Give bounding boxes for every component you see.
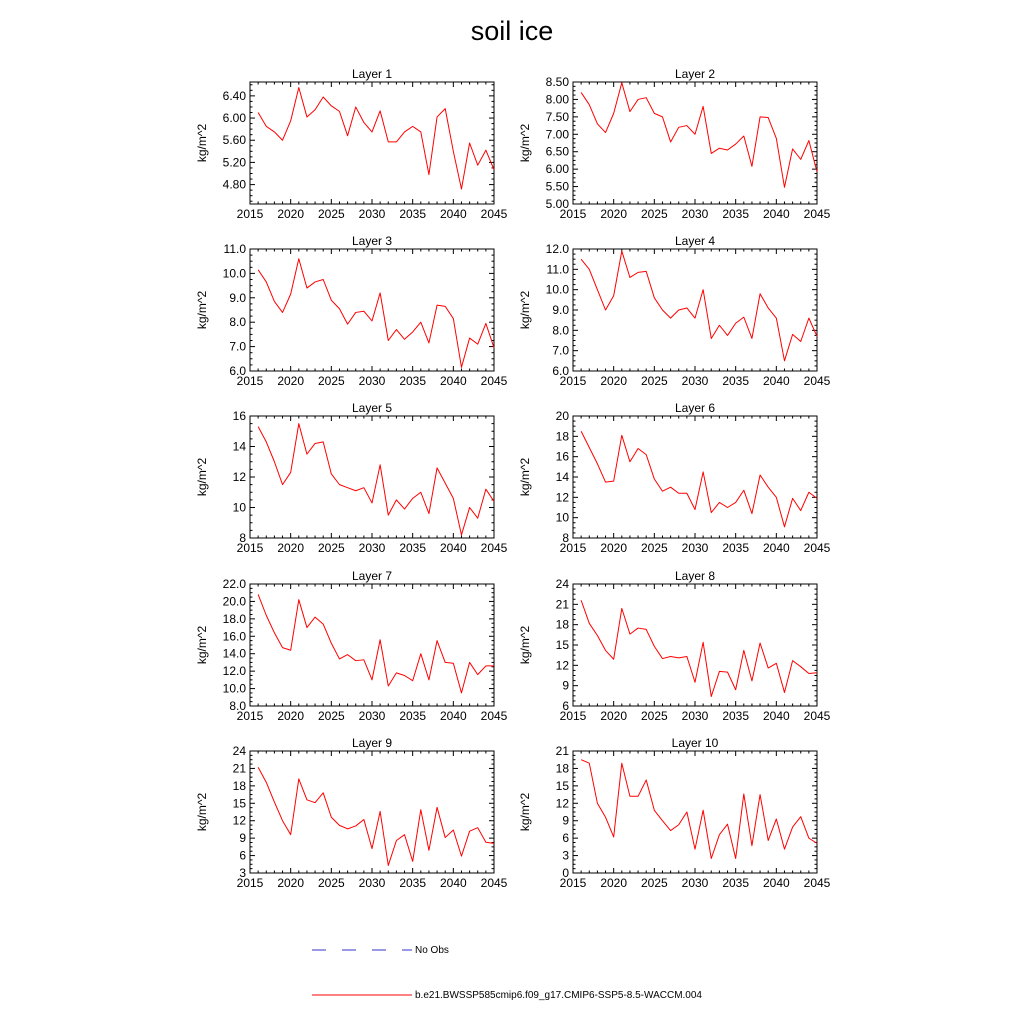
y-tick-label: 11.0	[223, 242, 246, 256]
x-tick-label: 2020	[600, 709, 628, 723]
y-tick-label: 24	[555, 577, 569, 591]
plot-frame	[250, 584, 494, 706]
panel-title: Layer 4	[674, 234, 716, 248]
chart-panel-1	[195, 67, 508, 221]
y-axis-label: kg/m^2	[518, 290, 532, 330]
x-tick-label: 2015	[559, 876, 587, 890]
x-tick-label: 2020	[277, 709, 305, 723]
y-tick-label: 6.40	[222, 88, 246, 103]
panel-title: Layer 5	[351, 401, 393, 415]
x-tick-label: 2015	[236, 207, 264, 221]
y-tick-label: 10	[232, 500, 246, 515]
x-tick-label: 2045	[803, 541, 831, 555]
x-tick-label: 2015	[236, 374, 264, 388]
x-tick-label: 2015	[559, 541, 587, 555]
plot-frame	[573, 751, 817, 873]
x-tick-label: 2030	[681, 541, 709, 555]
x-tick-label: 2035	[722, 374, 750, 388]
x-tick-label: 2040	[762, 876, 790, 890]
x-tick-label: 2040	[439, 374, 467, 388]
x-tick-label: 2040	[439, 541, 467, 555]
x-tick-label: 2015	[236, 709, 264, 723]
y-tick-label: 12	[232, 470, 246, 484]
y-tick-label: 15	[232, 796, 246, 811]
y-tick-label: 6	[562, 699, 569, 713]
y-tick-label: 0	[562, 866, 569, 880]
x-tick-label: 2035	[399, 709, 427, 723]
y-tick-label: 12	[555, 796, 569, 811]
x-tick-label: 2040	[762, 374, 790, 388]
y-axis-label: kg/m^2	[195, 123, 209, 163]
legend-model-label: b.e21.BWSSP585cmip6.f09_g17.CMIP6-SSP5-8.5-WACCM.004	[415, 990, 702, 1001]
y-tick-label: 6.0	[229, 364, 246, 378]
chart-panel-9	[195, 736, 508, 890]
x-tick-label: 2015	[236, 876, 264, 890]
x-tick-label: 2040	[762, 541, 790, 555]
panel-title: Layer 7	[351, 569, 393, 583]
x-tick-label: 2045	[480, 374, 508, 388]
y-tick-label: 10.0	[222, 681, 246, 696]
x-tick-label: 2015	[559, 709, 587, 723]
y-tick-label: 8.00	[545, 92, 569, 107]
series-line-model	[581, 600, 817, 696]
y-tick-label: 7.00	[545, 127, 569, 142]
y-tick-label: 6	[239, 848, 246, 863]
y-tick-label: 3	[239, 866, 246, 880]
x-tick-label: 2015	[559, 207, 587, 221]
y-tick-label: 11.0	[546, 262, 569, 277]
y-tick-label: 6	[562, 831, 569, 846]
x-tick-label: 2030	[681, 374, 709, 388]
x-tick-label: 2035	[722, 541, 750, 555]
series-line-model	[581, 83, 817, 188]
y-tick-label: 6.50	[545, 144, 569, 159]
y-tick-label: 22.0	[222, 577, 246, 591]
x-tick-label: 2030	[358, 207, 386, 221]
x-tick-label: 2020	[600, 541, 628, 555]
y-axis-label: kg/m^2	[518, 123, 532, 163]
series-line-model	[258, 424, 494, 535]
series-line-model	[581, 760, 817, 859]
x-tick-label: 2015	[236, 541, 264, 555]
x-tick-label: 2030	[358, 876, 386, 890]
x-tick-label: 2045	[803, 709, 831, 723]
y-axis-label: kg/m^2	[195, 792, 209, 832]
x-tick-label: 2045	[803, 207, 831, 221]
x-tick-label: 2025	[640, 541, 668, 555]
x-tick-label: 2040	[762, 709, 790, 723]
y-tick-label: 5.00	[545, 197, 569, 211]
x-tick-label: 2025	[640, 876, 668, 890]
x-tick-label: 2045	[803, 374, 831, 388]
y-tick-label: 21	[555, 597, 569, 612]
y-tick-label: 8.0	[229, 699, 246, 713]
x-tick-label: 2020	[600, 207, 628, 221]
y-tick-label: 18	[555, 429, 569, 444]
panel-title: Layer 6	[674, 401, 716, 415]
x-tick-label: 2040	[439, 876, 467, 890]
x-tick-label: 2025	[317, 541, 345, 555]
x-tick-label: 2035	[722, 876, 750, 890]
x-tick-label: 2025	[317, 374, 345, 388]
plot-frame	[250, 249, 494, 371]
y-tick-label: 9	[562, 813, 569, 828]
y-axis-label: kg/m^2	[195, 625, 209, 665]
series-line-model	[258, 594, 494, 692]
x-tick-label: 2025	[317, 207, 345, 221]
y-tick-label: 16	[555, 449, 569, 464]
y-axis-label: kg/m^2	[518, 457, 532, 497]
series-line-model	[258, 88, 494, 189]
y-tick-label: 16	[232, 409, 246, 423]
panel-title: Layer 1	[351, 67, 393, 81]
y-tick-label: 7.0	[229, 339, 246, 354]
x-tick-label: 2045	[480, 876, 508, 890]
y-tick-label: 5.50	[545, 179, 569, 194]
y-tick-label: 3	[562, 848, 569, 863]
y-tick-label: 8	[562, 531, 569, 545]
x-tick-label: 2020	[277, 541, 305, 555]
y-tick-label: 12.0	[222, 664, 246, 679]
chart-panel-10	[518, 736, 831, 890]
y-axis-label: kg/m^2	[195, 290, 209, 330]
x-tick-label: 2035	[722, 207, 750, 221]
x-tick-label: 2045	[480, 541, 508, 555]
plot-frame	[573, 249, 817, 371]
y-tick-label: 18	[232, 778, 246, 793]
x-tick-label: 2030	[358, 541, 386, 555]
y-tick-label: 15	[555, 638, 569, 652]
y-tick-label: 7.0	[552, 343, 569, 358]
y-tick-label: 18	[555, 761, 569, 776]
y-axis-label: kg/m^2	[195, 457, 209, 497]
y-tick-label: 10.0	[545, 282, 569, 297]
x-tick-label: 2020	[600, 374, 628, 388]
y-tick-label: 18.0	[222, 611, 246, 626]
y-tick-label: 6.00	[222, 111, 246, 126]
x-tick-label: 2020	[277, 374, 305, 388]
y-tick-label: 8.50	[545, 75, 569, 89]
y-tick-label: 9	[562, 678, 569, 693]
x-tick-label: 2025	[317, 876, 345, 890]
x-tick-label: 2035	[399, 876, 427, 890]
x-tick-label: 2020	[277, 876, 305, 890]
x-tick-label: 2030	[681, 876, 709, 890]
x-tick-label: 2045	[803, 876, 831, 890]
x-tick-label: 2025	[317, 709, 345, 723]
y-tick-label: 10.0	[222, 266, 246, 281]
y-tick-label: 16.0	[222, 629, 246, 644]
panel-title: Layer 2	[674, 67, 716, 81]
y-axis-label: kg/m^2	[518, 625, 532, 665]
x-tick-label: 2030	[681, 709, 709, 723]
plot-frame	[250, 416, 494, 538]
y-tick-label: 15	[555, 778, 569, 793]
panel-title: Layer 10	[671, 736, 719, 750]
panel-title: Layer 3	[351, 234, 393, 248]
y-tick-label: 4.80	[222, 177, 246, 192]
y-tick-label: 20	[555, 409, 569, 423]
series-line-model	[258, 767, 494, 865]
chart-panel-2	[518, 67, 831, 221]
figure-title: soil ice	[470, 16, 554, 46]
x-tick-label: 2035	[399, 541, 427, 555]
x-tick-label: 2045	[480, 709, 508, 723]
x-tick-label: 2045	[480, 207, 508, 221]
x-tick-label: 2030	[358, 709, 386, 723]
chart-panel-5	[195, 401, 508, 555]
x-tick-label: 2035	[399, 374, 427, 388]
y-tick-label: 6.0	[552, 364, 569, 378]
plot-frame	[250, 82, 494, 204]
y-tick-label: 8.0	[552, 323, 569, 338]
x-tick-label: 2040	[762, 207, 790, 221]
plot-frame	[573, 584, 817, 706]
x-tick-label: 2030	[358, 374, 386, 388]
x-tick-label: 2025	[640, 374, 668, 388]
y-tick-label: 10	[555, 510, 569, 525]
x-tick-label: 2035	[399, 207, 427, 221]
x-tick-label: 2015	[559, 374, 587, 388]
chart-panel-7	[195, 569, 508, 723]
y-tick-label: 12	[232, 813, 246, 828]
y-tick-label: 24	[232, 744, 246, 758]
y-tick-label: 12	[555, 490, 569, 505]
y-tick-label: 9.0	[229, 290, 246, 305]
y-tick-label: 21	[555, 744, 569, 758]
y-tick-label: 9	[239, 831, 246, 846]
y-tick-label: 5.20	[222, 155, 246, 170]
y-tick-label: 8	[239, 531, 246, 545]
series-line-model	[258, 259, 494, 368]
plot-frame	[573, 416, 817, 538]
y-axis-label: kg/m^2	[518, 792, 532, 832]
y-tick-label: 14.0	[222, 646, 246, 661]
x-tick-label: 2035	[722, 709, 750, 723]
y-tick-label: 18	[555, 617, 569, 632]
y-tick-label: 14	[232, 439, 246, 454]
series-line-model	[581, 431, 817, 527]
y-tick-label: 14	[555, 470, 569, 484]
chart-panel-8	[518, 569, 831, 723]
y-tick-label: 5.60	[222, 133, 246, 148]
y-tick-label: 8.0	[229, 315, 246, 330]
plot-frame	[573, 82, 817, 204]
panel-title: Layer 9	[351, 736, 393, 750]
series-line-model	[581, 251, 817, 361]
x-tick-label: 2020	[277, 207, 305, 221]
y-tick-label: 12.0	[545, 242, 569, 256]
y-tick-label: 6.00	[545, 162, 569, 177]
x-tick-label: 2025	[640, 207, 668, 221]
plot-frame	[250, 751, 494, 873]
legend-no-obs-label: No Obs	[415, 945, 449, 956]
x-tick-label: 2040	[439, 709, 467, 723]
y-tick-label: 12	[555, 658, 569, 673]
chart-panel-6	[518, 401, 831, 555]
y-tick-label: 20.0	[222, 594, 246, 609]
panel-title: Layer 8	[674, 569, 716, 583]
y-tick-label: 7.50	[545, 109, 569, 124]
x-tick-label: 2040	[439, 207, 467, 221]
x-tick-label: 2025	[640, 709, 668, 723]
x-tick-label: 2030	[681, 207, 709, 221]
chart-panel-3	[195, 234, 508, 388]
y-tick-label: 21	[232, 761, 246, 776]
x-tick-label: 2020	[600, 876, 628, 890]
y-tick-label: 9.0	[552, 303, 569, 317]
chart-panel-4	[518, 234, 831, 388]
